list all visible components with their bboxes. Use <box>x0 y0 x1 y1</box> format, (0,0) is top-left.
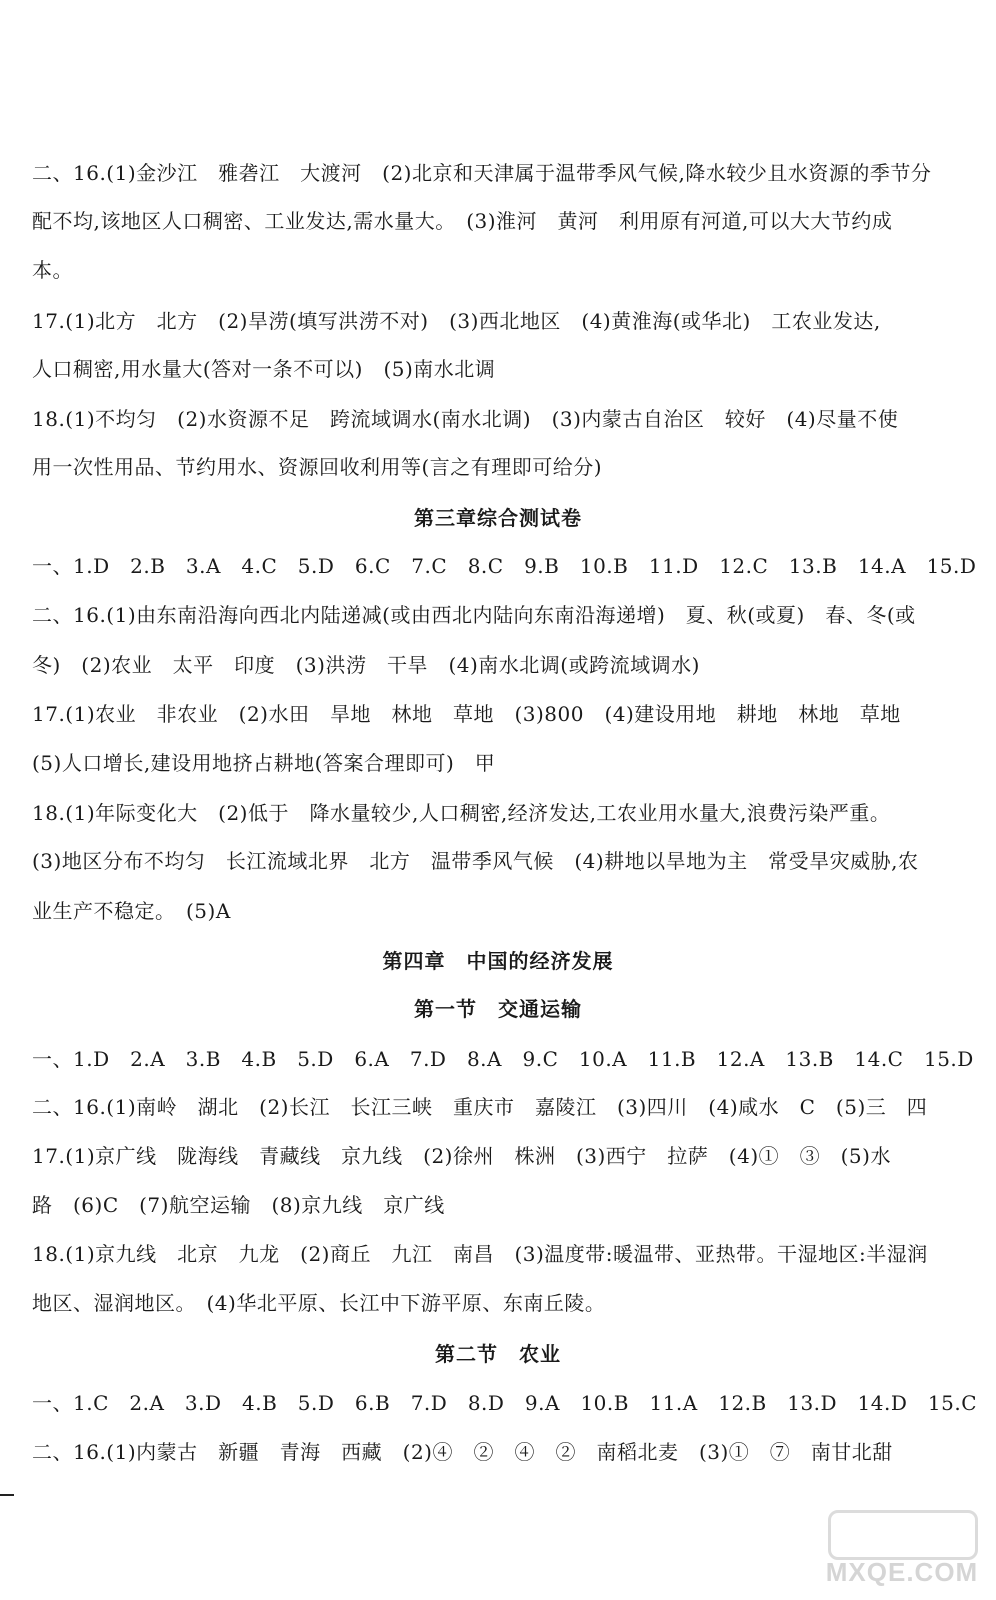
watermark-logo <box>828 1510 978 1560</box>
answer-line-20: 二、16.(1)南岭 湖北 (2)长江 长江三峡 重庆市 嘉陵江 (3)四川 (4)咸水 C (5)三 四 <box>32 1095 928 1119</box>
answer-line-10: 二、16.(1)由东南沿海向西北内陆递减(或由西北内陆向东南沿海递增) 夏、秋(或夏) 春、冬(或 <box>32 603 916 627</box>
answer-line-27: 二、16.(1)内蒙古 新疆 青海 西藏 (2)④ ② ④ ② 南稻北麦 (3)① ⑦ 南甘北甜 <box>32 1440 893 1464</box>
section-heading-chapter3-test: 第三章综合测试卷 <box>414 506 582 530</box>
answer-line-3: 本。 <box>32 258 73 282</box>
section-heading-agriculture: 第二节 农业 <box>435 1342 561 1366</box>
answer-line-6: 18.(1)不均匀 (2)水资源不足 跨流域调水(南水北调) (3)内蒙古自治区 较好 (4)尽量不使 <box>32 407 899 431</box>
answer-line-15: (3)地区分布不均匀 长江流域北界 北方 温带季风气候 (4)耕地以旱地为主 常受旱灾威胁,农 <box>32 849 919 873</box>
answer-line-11: 冬) (2)农业 太平 印度 (3)洪涝 干旱 (4)南水北调(或跨流域调水) <box>32 653 700 677</box>
answer-line-24: 地区、湿润地区。 (4)华北平原、长江中下游平原、东南丘陵。 <box>32 1291 606 1315</box>
answer-line-7: 用一次性用品、节约用水、资源回收利用等(言之有理即可给分) <box>32 455 603 479</box>
answer-line-9: 一、1.D 2.B 3.A 4.C 5.D 6.C 7.C 8.C 9.B 10.B 11.D 12.C 13.B 14.A 15.D <box>32 554 977 578</box>
answer-line-2: 配不均,该地区人口稠密、工业发达,需水量大。 (3)淮河 黄河 利用原有河道,可以大大节约成 <box>32 209 893 233</box>
answer-line-19: 一、1.D 2.A 3.B 4.B 5.D 6.A 7.D 8.A 9.C 10.A 11.B 12.A 13.B 14.C 15.D <box>32 1047 974 1071</box>
site-watermark <box>822 1510 982 1590</box>
answer-line-13: (5)人口增长,建设用地挤占耕地(答案合理即可) 甲 <box>32 751 496 775</box>
answer-line-23: 18.(1)京九线 北京 九龙 (2)商丘 九江 南昌 (3)温度带:暖温带、亚热带。干湿地区:半湿润 <box>32 1242 928 1266</box>
answer-line-16: 业生产不稳定。 (5)A <box>32 899 231 923</box>
section-heading-transport: 第一节 交通运输 <box>414 997 582 1021</box>
chapter-heading-chapter4: 第四章 中国的经济发展 <box>382 949 614 973</box>
answer-line-21: 17.(1)京广线 陇海线 青藏线 京九线 (2)徐州 株洲 (3)西宁 拉萨 (4)① ③ (5)水 <box>32 1144 891 1168</box>
answer-line-14: 18.(1)年际变化大 (2)低于 降水量较少,人口稠密,经济发达,工农业用水量大,浪费污染严重。 <box>32 801 891 825</box>
answer-line-4: 17.(1)北方 北方 (2)旱涝(填写洪涝不对) (3)西北地区 (4)黄淮海(或华北) 工农业发达, <box>32 309 881 333</box>
page-edge-mark <box>0 1494 14 1496</box>
answer-line-5: 人口稠密,用水量大(答对一条不可以) (5)南水北调 <box>32 357 496 381</box>
watermark-text: MXQE.COM <box>825 1557 979 1587</box>
answer-line-22: 路 (6)C (7)航空运输 (8)京九线 京广线 <box>32 1193 445 1217</box>
answer-line-12: 17.(1)农业 非农业 (2)水田 旱地 林地 草地 (3)800 (4)建设用地 耕地 林地 草地 <box>32 702 901 726</box>
answer-line-26: 一、1.C 2.A 3.D 4.B 5.D 6.B 7.D 8.D 9.A 10.B 11.A 12.B 13.D 14.D 15.C <box>32 1391 978 1415</box>
answer-line-1: 二、16.(1)金沙江 雅砻江 大渡河 (2)北京和天津属于温带季风气候,降水较少且水资源的季节分 <box>32 161 932 185</box>
